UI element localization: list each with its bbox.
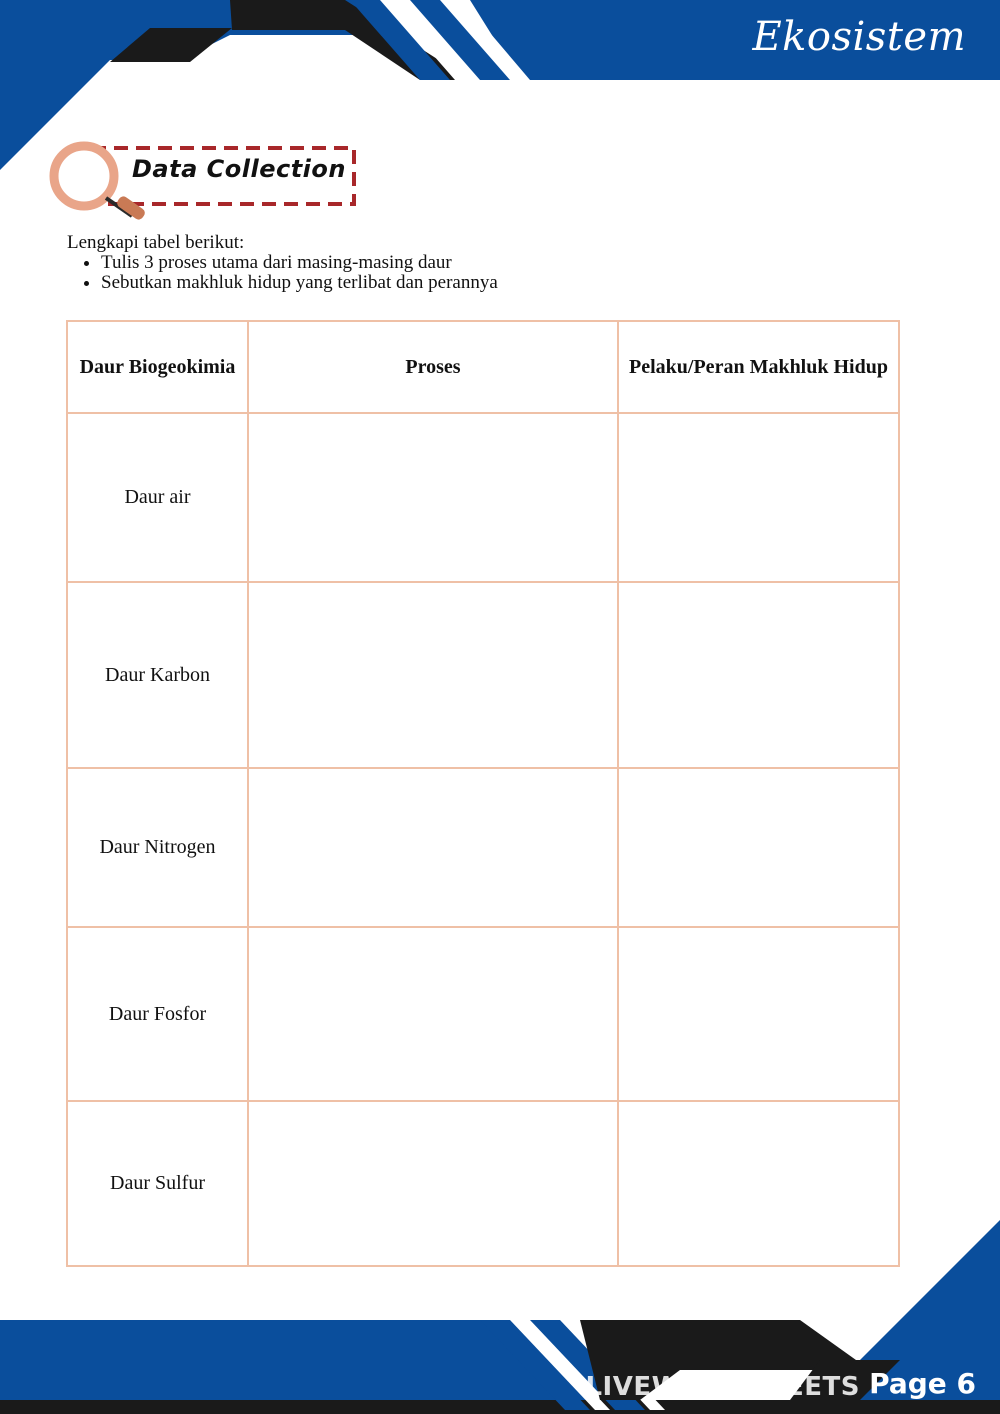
header-proses: Proses bbox=[248, 321, 618, 413]
table-row bbox=[67, 413, 899, 582]
role-cell[interactable] bbox=[618, 927, 899, 1101]
cycle-name: Daur air bbox=[67, 413, 248, 582]
process-cell[interactable] bbox=[248, 582, 618, 768]
table-row bbox=[67, 768, 899, 927]
instruction-bullet: • Tulis 3 proses utama dari masing-masing daur bbox=[101, 253, 498, 273]
instructions-list bbox=[67, 253, 498, 293]
instructions bbox=[67, 233, 498, 293]
footer-brand: LIVEWORKSHEETS bbox=[585, 1372, 860, 1402]
header-pelaku: Pelaku/Peran Makhluk Hidup bbox=[618, 321, 899, 413]
section-badge: Data Collection bbox=[132, 155, 346, 183]
cycle-name: Daur Nitrogen bbox=[67, 768, 248, 927]
role-cell[interactable] bbox=[618, 768, 899, 927]
process-cell[interactable] bbox=[248, 927, 618, 1101]
cycle-name: Daur Fosfor bbox=[67, 927, 248, 1101]
role-cell[interactable] bbox=[618, 413, 899, 582]
magnifier-icon bbox=[44, 140, 364, 230]
instruction-bullet: • Sebutkan makhluk hidup yang terlibat dan perannya bbox=[101, 273, 498, 293]
cycle-table bbox=[66, 320, 900, 1267]
header-daur: Daur Biogeokimia bbox=[67, 321, 248, 413]
process-cell[interactable] bbox=[248, 413, 618, 582]
cycle-name: Daur Sulfur bbox=[67, 1101, 248, 1266]
table-header-row bbox=[67, 321, 899, 413]
table-row bbox=[67, 927, 899, 1101]
page-number: Page 6 bbox=[869, 1367, 976, 1400]
instructions-intro: Lengkapi tabel berikut: bbox=[67, 232, 245, 253]
page-title: Ekosistem bbox=[752, 14, 966, 60]
process-cell[interactable] bbox=[248, 768, 618, 927]
role-cell[interactable] bbox=[618, 582, 899, 768]
table-row bbox=[67, 582, 899, 768]
cycle-name: Daur Karbon bbox=[67, 582, 248, 768]
